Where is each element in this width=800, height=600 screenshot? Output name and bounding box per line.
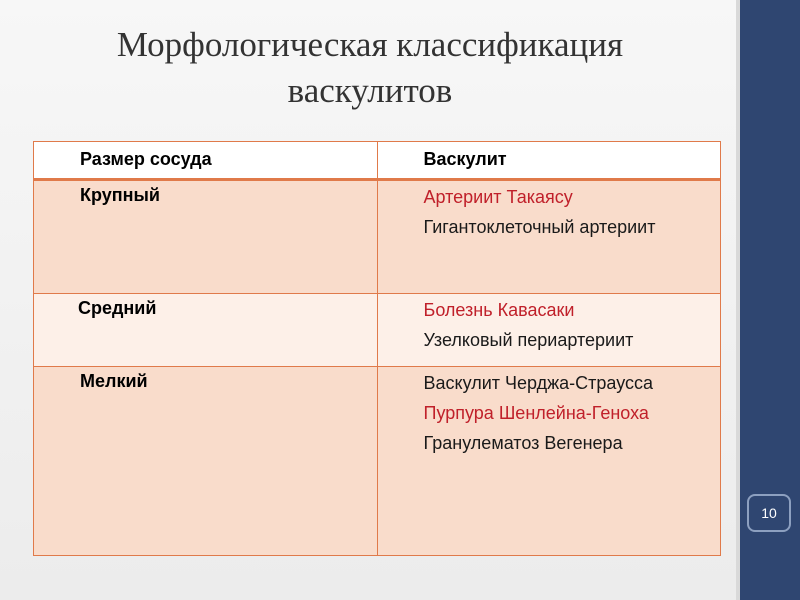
header-vasculitis <box>377 142 721 180</box>
vessel-size-label: Средний <box>78 298 157 318</box>
table-row <box>34 294 721 367</box>
vasculitis-cell <box>377 180 721 294</box>
table-row <box>34 180 721 294</box>
vasculitis-item: Артериит Такаясу <box>423 187 573 207</box>
vasculitis-item: Гигантоклеточный артериит <box>423 217 656 237</box>
page-number: 10 <box>747 494 791 532</box>
vessel-size-cell <box>34 180 378 294</box>
table-header-row <box>34 142 721 180</box>
vasculitis-table <box>33 141 721 556</box>
vessel-size-label: Крупный <box>80 185 160 205</box>
vessel-size-cell <box>34 294 378 367</box>
header-vasculitis-label: Васкулит <box>423 149 507 169</box>
vasculitis-item: Пурпура Шенлейна-Геноха <box>423 403 649 423</box>
vessel-size-label: Мелкий <box>80 371 148 391</box>
vasculitis-item: Узелковый периартериит <box>423 330 634 350</box>
vasculitis-cell <box>377 294 721 367</box>
vasculitis-cell <box>377 367 721 556</box>
vasculitis-item: Гранулематоз Вегенера <box>423 433 623 453</box>
header-vessel-size <box>34 142 378 180</box>
header-vessel-size-label: Размер сосуда <box>80 149 212 169</box>
slide-title: Морфологическая классификация васкулитов <box>116 25 624 110</box>
vessel-size-cell <box>34 367 378 556</box>
vasculitis-item: Васкулит Черджа-Страусса <box>423 373 654 393</box>
vasculitis-item: Болезнь Кавасаки <box>423 300 575 320</box>
table-row <box>34 367 721 556</box>
